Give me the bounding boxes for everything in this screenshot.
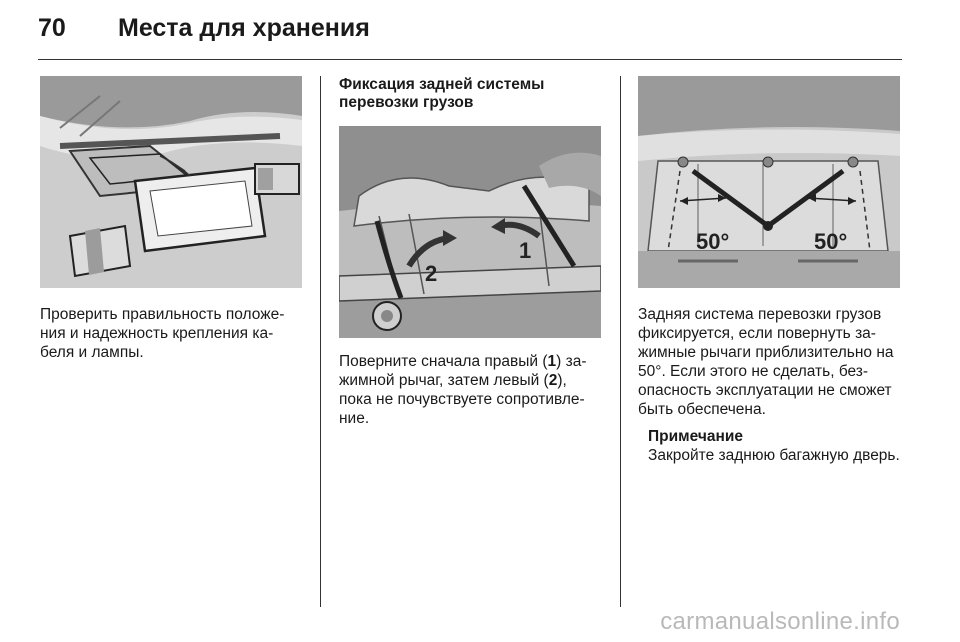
tow-bar-lamp-illustration bbox=[40, 76, 302, 288]
lever-label-2: 2 bbox=[425, 261, 438, 286]
section-heading: Фиксация задней системы перевозки грузов bbox=[339, 76, 545, 111]
col2-paragraph-part-a: Поверните сначала правый ( bbox=[339, 353, 548, 370]
cargo-system-levers-illustration bbox=[339, 126, 601, 338]
watermark: carmanualsonline.info bbox=[660, 608, 900, 635]
column-3 bbox=[638, 76, 900, 465]
angle-label-left: 50° bbox=[696, 229, 730, 254]
col2-paragraph bbox=[339, 352, 601, 428]
angle-label-right: 50° bbox=[814, 229, 848, 254]
note-block bbox=[648, 427, 900, 465]
column-2 bbox=[339, 76, 601, 428]
lever-number-1: 1 bbox=[547, 353, 557, 370]
lever-angle-illustration bbox=[638, 76, 900, 288]
col2-paragraph-part-b: ) зажимной рычаг, затем левый ( bbox=[339, 353, 587, 389]
page-number: 70 bbox=[38, 14, 66, 42]
column-divider-2 bbox=[620, 76, 621, 607]
column-divider-1 bbox=[320, 76, 321, 607]
note-title: Примечание bbox=[648, 428, 743, 445]
col3-paragraph: Задняя система перевозки грузов фиксируется, если повернуть зажимные рычаги приблизительно на 50°. Если этого не сделать, безопасность эксплуатации не сможет быть обеспечена. bbox=[638, 306, 894, 418]
col1-paragraph: Проверить правильность положения и надежность крепления кабеля и лампы. bbox=[40, 306, 285, 361]
header-divider bbox=[38, 59, 902, 60]
col2-paragraph-part-c: ), пока не почувствуете сопротивление. bbox=[339, 372, 585, 427]
page-title: Места для хранения bbox=[118, 14, 370, 42]
note-text: Закройте заднюю багажную дверь. bbox=[648, 447, 900, 464]
column-1 bbox=[40, 76, 302, 362]
lever-label-1: 1 bbox=[519, 238, 532, 263]
lever-number-2: 2 bbox=[548, 372, 558, 389]
